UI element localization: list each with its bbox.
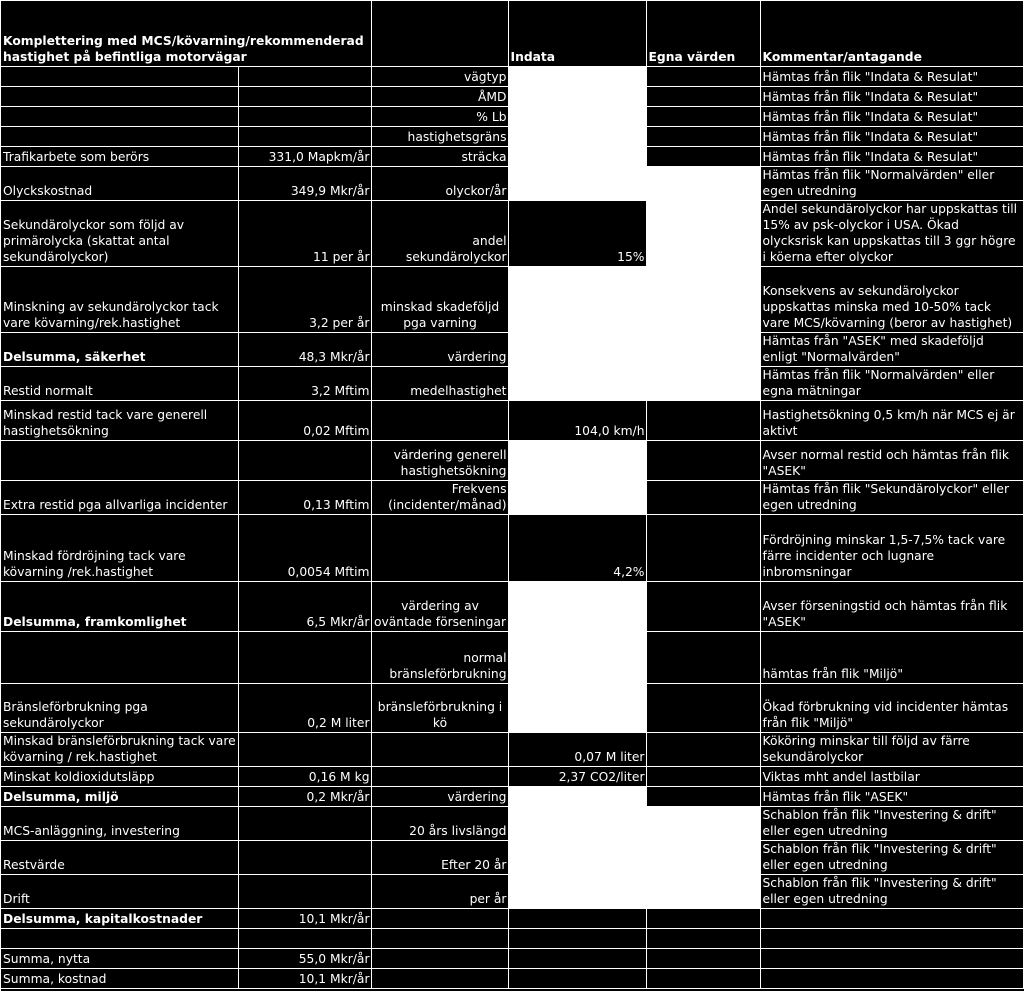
indata-cell[interactable]	[508, 106, 646, 126]
egna-varden-cell[interactable]	[646, 683, 760, 732]
row-value[interactable]	[238, 440, 371, 480]
indata-cell[interactable]	[508, 908, 646, 928]
comment-cell[interactable]: Hastighetsökning 0,5 km/h när MCS ej är aktivt	[760, 400, 1023, 440]
param-label[interactable]: värdering	[371, 332, 508, 366]
row-label[interactable]: Minskning av sekundärolyckor tack vare kövarning/rek.hastighet	[1, 266, 238, 332]
table-row	[1, 400, 1023, 440]
row-label[interactable]: Minskad fördröjning tack vare kövarning /rek.hastighet	[1, 514, 238, 581]
row-value[interactable]	[238, 928, 371, 948]
table-row	[1, 126, 1023, 146]
param-label[interactable]	[371, 908, 508, 928]
indata-cell[interactable]	[508, 928, 646, 948]
indata-cell[interactable]	[508, 968, 646, 988]
row-value[interactable]: 0,2 Mkr/år	[238, 786, 371, 806]
indata-cell[interactable]	[508, 146, 646, 166]
comment-cell[interactable]: Fördröjning minskar 1,5-7,5% tack vare färre incidenter och lugnare inbromsningar	[760, 514, 1023, 581]
param-label[interactable]: minskad skadeföljd pga varning	[371, 266, 508, 332]
egna-varden-cell[interactable]	[646, 786, 760, 806]
egna-varden-cell[interactable]	[646, 766, 760, 786]
table-row	[1, 874, 1023, 908]
egna-varden-cell[interactable]	[646, 166, 760, 200]
row-value[interactable]: 0,13 Mftim	[238, 480, 371, 514]
row-value[interactable]: 10,1 Mkr/år	[238, 908, 371, 928]
comment-cell[interactable]: Schablon från flik "Investering & drift" eller egen utredning	[760, 840, 1023, 874]
row-value[interactable]	[238, 732, 371, 766]
table-row	[1, 631, 1023, 683]
header-egna-varden: Egna värden	[646, 1, 760, 66]
row-label[interactable]	[1, 440, 238, 480]
header-indata: Indata	[508, 1, 646, 66]
indata-cell[interactable]	[508, 840, 646, 874]
row-value[interactable]	[238, 126, 371, 146]
row-label[interactable]	[1, 86, 238, 106]
row-label[interactable]: Drift	[1, 874, 238, 908]
indata-cell[interactable]	[508, 166, 646, 200]
egna-varden-cell[interactable]	[646, 86, 760, 106]
row-label[interactable]: Delsumma, kapitalkostnader	[1, 908, 238, 928]
param-label[interactable]: bränsleförbrukning i kö	[371, 683, 508, 732]
param-label[interactable]: värdering av oväntade förseningar	[371, 581, 508, 631]
comment-cell[interactable]: hämtas från flik "Miljö"	[760, 631, 1023, 683]
row-value[interactable]: 11 per år	[238, 200, 371, 266]
row-label[interactable]: Summa, kostnad	[1, 968, 238, 988]
indata-cell[interactable]	[508, 683, 646, 732]
row-label[interactable]: Restvärde	[1, 840, 238, 874]
comment-cell[interactable]: Avser förseningstid och hämtas från flik "ASEK"	[760, 581, 1023, 631]
param-label[interactable]	[371, 514, 508, 581]
comment-cell[interactable]: Hämtas från flik "Indata & Resulat"	[760, 146, 1023, 166]
indata-cell[interactable]: 0,07 M liter	[508, 732, 646, 766]
egna-varden-cell[interactable]	[646, 928, 760, 948]
egna-varden-cell[interactable]	[646, 874, 760, 908]
indata-cell[interactable]	[508, 66, 646, 86]
row-value[interactable]	[238, 86, 371, 106]
param-label[interactable]: Frekvens (incidenter/månad)	[371, 480, 508, 514]
table-row	[1, 766, 1023, 786]
row-value[interactable]	[238, 840, 371, 874]
row-label[interactable]: Minskad bränsleförbrukning tack vare kövarning / rek.hastighet	[1, 732, 238, 766]
param-label[interactable]	[371, 400, 508, 440]
egna-varden-cell[interactable]	[646, 146, 760, 166]
row-label[interactable]: MCS-anläggning, investering	[1, 806, 238, 840]
egna-varden-cell[interactable]	[646, 806, 760, 840]
egna-varden-cell[interactable]	[646, 400, 760, 440]
row-value[interactable]: 3,2 Mftim	[238, 366, 371, 400]
table-row	[1, 732, 1023, 766]
row-label[interactable]: Trafikarbete som berörs	[1, 146, 238, 166]
row-value[interactable]	[238, 806, 371, 840]
indata-cell[interactable]	[508, 366, 646, 400]
indata-cell[interactable]: 15%	[508, 200, 646, 266]
indata-cell[interactable]: 2,37 CO2/liter	[508, 766, 646, 786]
table-row	[1, 968, 1023, 988]
row-value[interactable]: 3,2 per år	[238, 266, 371, 332]
param-label[interactable]: värdering generell hastighetsökning	[371, 440, 508, 480]
sheet-title: Komplettering med MCS/kövarning/rekommenderad hastighet på befintliga motorvägar	[1, 1, 371, 66]
row-label[interactable]	[1, 66, 238, 86]
row-label[interactable]	[1, 106, 238, 126]
indata-cell[interactable]	[508, 332, 646, 366]
table-row	[1, 840, 1023, 874]
table-row	[1, 514, 1023, 581]
comment-cell[interactable]: Avser normal restid och hämtas från flik "ASEK"	[760, 440, 1023, 480]
row-label[interactable]: Sekundärolyckor som följd av primärolycka (skattat antal sekundärolyckor)	[1, 200, 238, 266]
comment-cell[interactable]: Hämtas från flik "Indata & Resulat"	[760, 66, 1023, 86]
table-row	[1, 581, 1023, 631]
table-row	[1, 806, 1023, 840]
comment-cell[interactable]	[760, 928, 1023, 948]
egna-varden-cell[interactable]	[646, 106, 760, 126]
comment-cell[interactable]: Hämtas från flik "Indata & Resulat"	[760, 106, 1023, 126]
comment-cell[interactable]: Hämtas från flik "ASEK"	[760, 786, 1023, 806]
table-row	[1, 332, 1023, 366]
comment-cell[interactable]: Ökad förbrukning vid incidenter hämtas från flik "Miljö"	[760, 683, 1023, 732]
row-label[interactable]: Minskat koldioxidutsläpp	[1, 766, 238, 786]
table-row	[1, 200, 1023, 266]
comment-cell[interactable]: Hämtas från flik "Normalvärden" eller egen utredning	[760, 166, 1023, 200]
row-value[interactable]: 349,9 Mkr/år	[238, 166, 371, 200]
row-label[interactable]: Bränsleförbrukning pga sekundärolyckor	[1, 683, 238, 732]
param-label[interactable]: värdering	[371, 786, 508, 806]
egna-varden-cell[interactable]	[646, 332, 760, 366]
table-row	[1, 86, 1023, 106]
row-label[interactable]: Delsumma, framkomlighet	[1, 581, 238, 631]
comment-cell[interactable]: Hämtas från flik "Indata & Resulat"	[760, 86, 1023, 106]
indata-cell[interactable]	[508, 874, 646, 908]
param-label[interactable]: normal bränsleförbrukning	[371, 631, 508, 683]
row-value[interactable]: 6,5 Mkr/år	[238, 581, 371, 631]
table-row	[1, 366, 1023, 400]
row-label[interactable]: Summa, nytta	[1, 948, 238, 968]
comment-cell[interactable]: Hämtas från flik "Normalvärden" eller egna mätningar	[760, 366, 1023, 400]
indata-cell[interactable]	[508, 631, 646, 683]
row-value[interactable]	[238, 631, 371, 683]
egna-varden-cell[interactable]	[646, 440, 760, 480]
table-row	[1, 948, 1023, 968]
row-value[interactable]: 0,16 M kg	[238, 766, 371, 786]
param-label[interactable]	[371, 766, 508, 786]
egna-varden-cell[interactable]	[646, 840, 760, 874]
row-label[interactable]: Extra restid pga allvarliga incidenter	[1, 480, 238, 514]
egna-varden-cell[interactable]	[646, 732, 760, 766]
row-value[interactable]: 48,3 Mkr/år	[238, 332, 371, 366]
indata-cell[interactable]	[508, 440, 646, 480]
table-row	[1, 66, 1023, 86]
row-value[interactable]: 0,2 M liter	[238, 683, 371, 732]
comment-cell[interactable]: Hämtas från "ASEK" med skadeföljd enligt "Normalvärden"	[760, 332, 1023, 366]
param-label[interactable]: ÅMD	[371, 86, 508, 106]
table-row	[1, 146, 1023, 166]
indata-cell[interactable]	[508, 948, 646, 968]
comment-cell[interactable]	[760, 948, 1023, 968]
egna-varden-cell[interactable]	[646, 126, 760, 146]
indata-cell[interactable]	[508, 266, 646, 332]
indata-cell[interactable]	[508, 581, 646, 631]
egna-varden-cell[interactable]	[646, 514, 760, 581]
row-value[interactable]	[238, 66, 371, 86]
comment-cell[interactable]: Viktas mht andel lastbilar	[760, 766, 1023, 786]
param-label[interactable]	[371, 928, 508, 948]
comment-cell[interactable]	[760, 968, 1023, 988]
param-label[interactable]: Efter 20 år	[371, 840, 508, 874]
param-label[interactable]: medelhastighet	[371, 366, 508, 400]
calculation-table	[1, 1, 1024, 989]
row-value[interactable]	[238, 106, 371, 126]
row-label[interactable]	[1, 928, 238, 948]
row-label[interactable]	[1, 631, 238, 683]
table-row	[1, 480, 1023, 514]
egna-varden-cell[interactable]	[646, 968, 760, 988]
indata-cell[interactable]	[508, 786, 646, 806]
param-label[interactable]: olyckor/år	[371, 166, 508, 200]
param-label[interactable]: per år	[371, 874, 508, 908]
param-label[interactable]	[371, 968, 508, 988]
param-label[interactable]	[371, 732, 508, 766]
row-value[interactable]: 55,0 Mkr/år	[238, 948, 371, 968]
comment-cell[interactable]: Hämtas från flik "Indata & Resulat"	[760, 126, 1023, 146]
row-value[interactable]	[238, 874, 371, 908]
table-row	[1, 786, 1023, 806]
row-label[interactable]: Delsumma, säkerhet	[1, 332, 238, 366]
comment-cell[interactable]: Konsekvens av sekundärolyckor uppskattas minska med 10-50% tack vare MCS/kövarning (beror av hastighet)	[760, 266, 1023, 332]
indata-cell[interactable]	[508, 806, 646, 840]
egna-varden-cell[interactable]	[646, 908, 760, 928]
egna-varden-cell[interactable]	[646, 480, 760, 514]
row-label[interactable]: Delsumma, miljö	[1, 786, 238, 806]
egna-varden-cell[interactable]	[646, 200, 760, 266]
comment-cell[interactable]: Andel sekundärolyckor har uppskattas till 15% av psk-olyckor i USA. Ökad olycksrisk kan uppskattas till 3 ggr högre i köerna efter olyckor	[760, 200, 1023, 266]
row-value[interactable]: 0,02 Mftim	[238, 400, 371, 440]
row-label[interactable]: Minskad restid tack vare generell hastighetsökning	[1, 400, 238, 440]
row-value[interactable]: 0,0054 Mftim	[238, 514, 371, 581]
row-value[interactable]: 10,1 Mkr/år	[238, 968, 371, 988]
param-label[interactable]	[371, 948, 508, 968]
indata-cell[interactable]	[508, 126, 646, 146]
param-label[interactable]: vägtyp	[371, 66, 508, 86]
row-label[interactable]: Olyckskostnad	[1, 166, 238, 200]
header-row	[1, 1, 1023, 66]
comment-cell[interactable]: Kököring minskar till följd av färre sekundärolyckor	[760, 732, 1023, 766]
param-label[interactable]: hastighetsgräns	[371, 126, 508, 146]
comment-cell[interactable]: Schablon från flik "Investering & drift" eller egen utredning	[760, 874, 1023, 908]
indata-cell[interactable]	[508, 480, 646, 514]
egna-varden-cell[interactable]	[646, 66, 760, 86]
param-label[interactable]: % Lb	[371, 106, 508, 126]
egna-varden-cell[interactable]	[646, 366, 760, 400]
param-label[interactable]: 20 års livslängd	[371, 806, 508, 840]
indata-cell[interactable]: 4,2%	[508, 514, 646, 581]
egna-varden-cell[interactable]	[646, 266, 760, 332]
comment-cell[interactable]: Hämtas från flik "Sekundärolyckor" eller egen utredning	[760, 480, 1023, 514]
egna-varden-cell[interactable]	[646, 581, 760, 631]
table-row	[1, 266, 1023, 332]
header-empty-cell	[371, 1, 508, 66]
indata-cell[interactable]	[508, 86, 646, 106]
param-label[interactable]: sträcka	[371, 146, 508, 166]
table-row	[1, 106, 1023, 126]
table-row	[1, 928, 1023, 948]
egna-varden-cell[interactable]	[646, 631, 760, 683]
row-label[interactable]	[1, 126, 238, 146]
indata-cell[interactable]: 104,0 km/h	[508, 400, 646, 440]
table-row	[1, 908, 1023, 928]
egna-varden-cell[interactable]	[646, 948, 760, 968]
header-kommentar: Kommentar/antagande	[760, 1, 1023, 66]
table-row	[1, 683, 1023, 732]
table-row	[1, 166, 1023, 200]
row-value[interactable]: 331,0 Mapkm/år	[238, 146, 371, 166]
comment-cell[interactable]: Schablon från flik "Investering & drift" eller egen utredning	[760, 806, 1023, 840]
comment-cell[interactable]	[760, 908, 1023, 928]
table-row	[1, 440, 1023, 480]
param-label[interactable]: andel sekundärolyckor	[371, 200, 508, 266]
row-label[interactable]: Restid normalt	[1, 366, 238, 400]
